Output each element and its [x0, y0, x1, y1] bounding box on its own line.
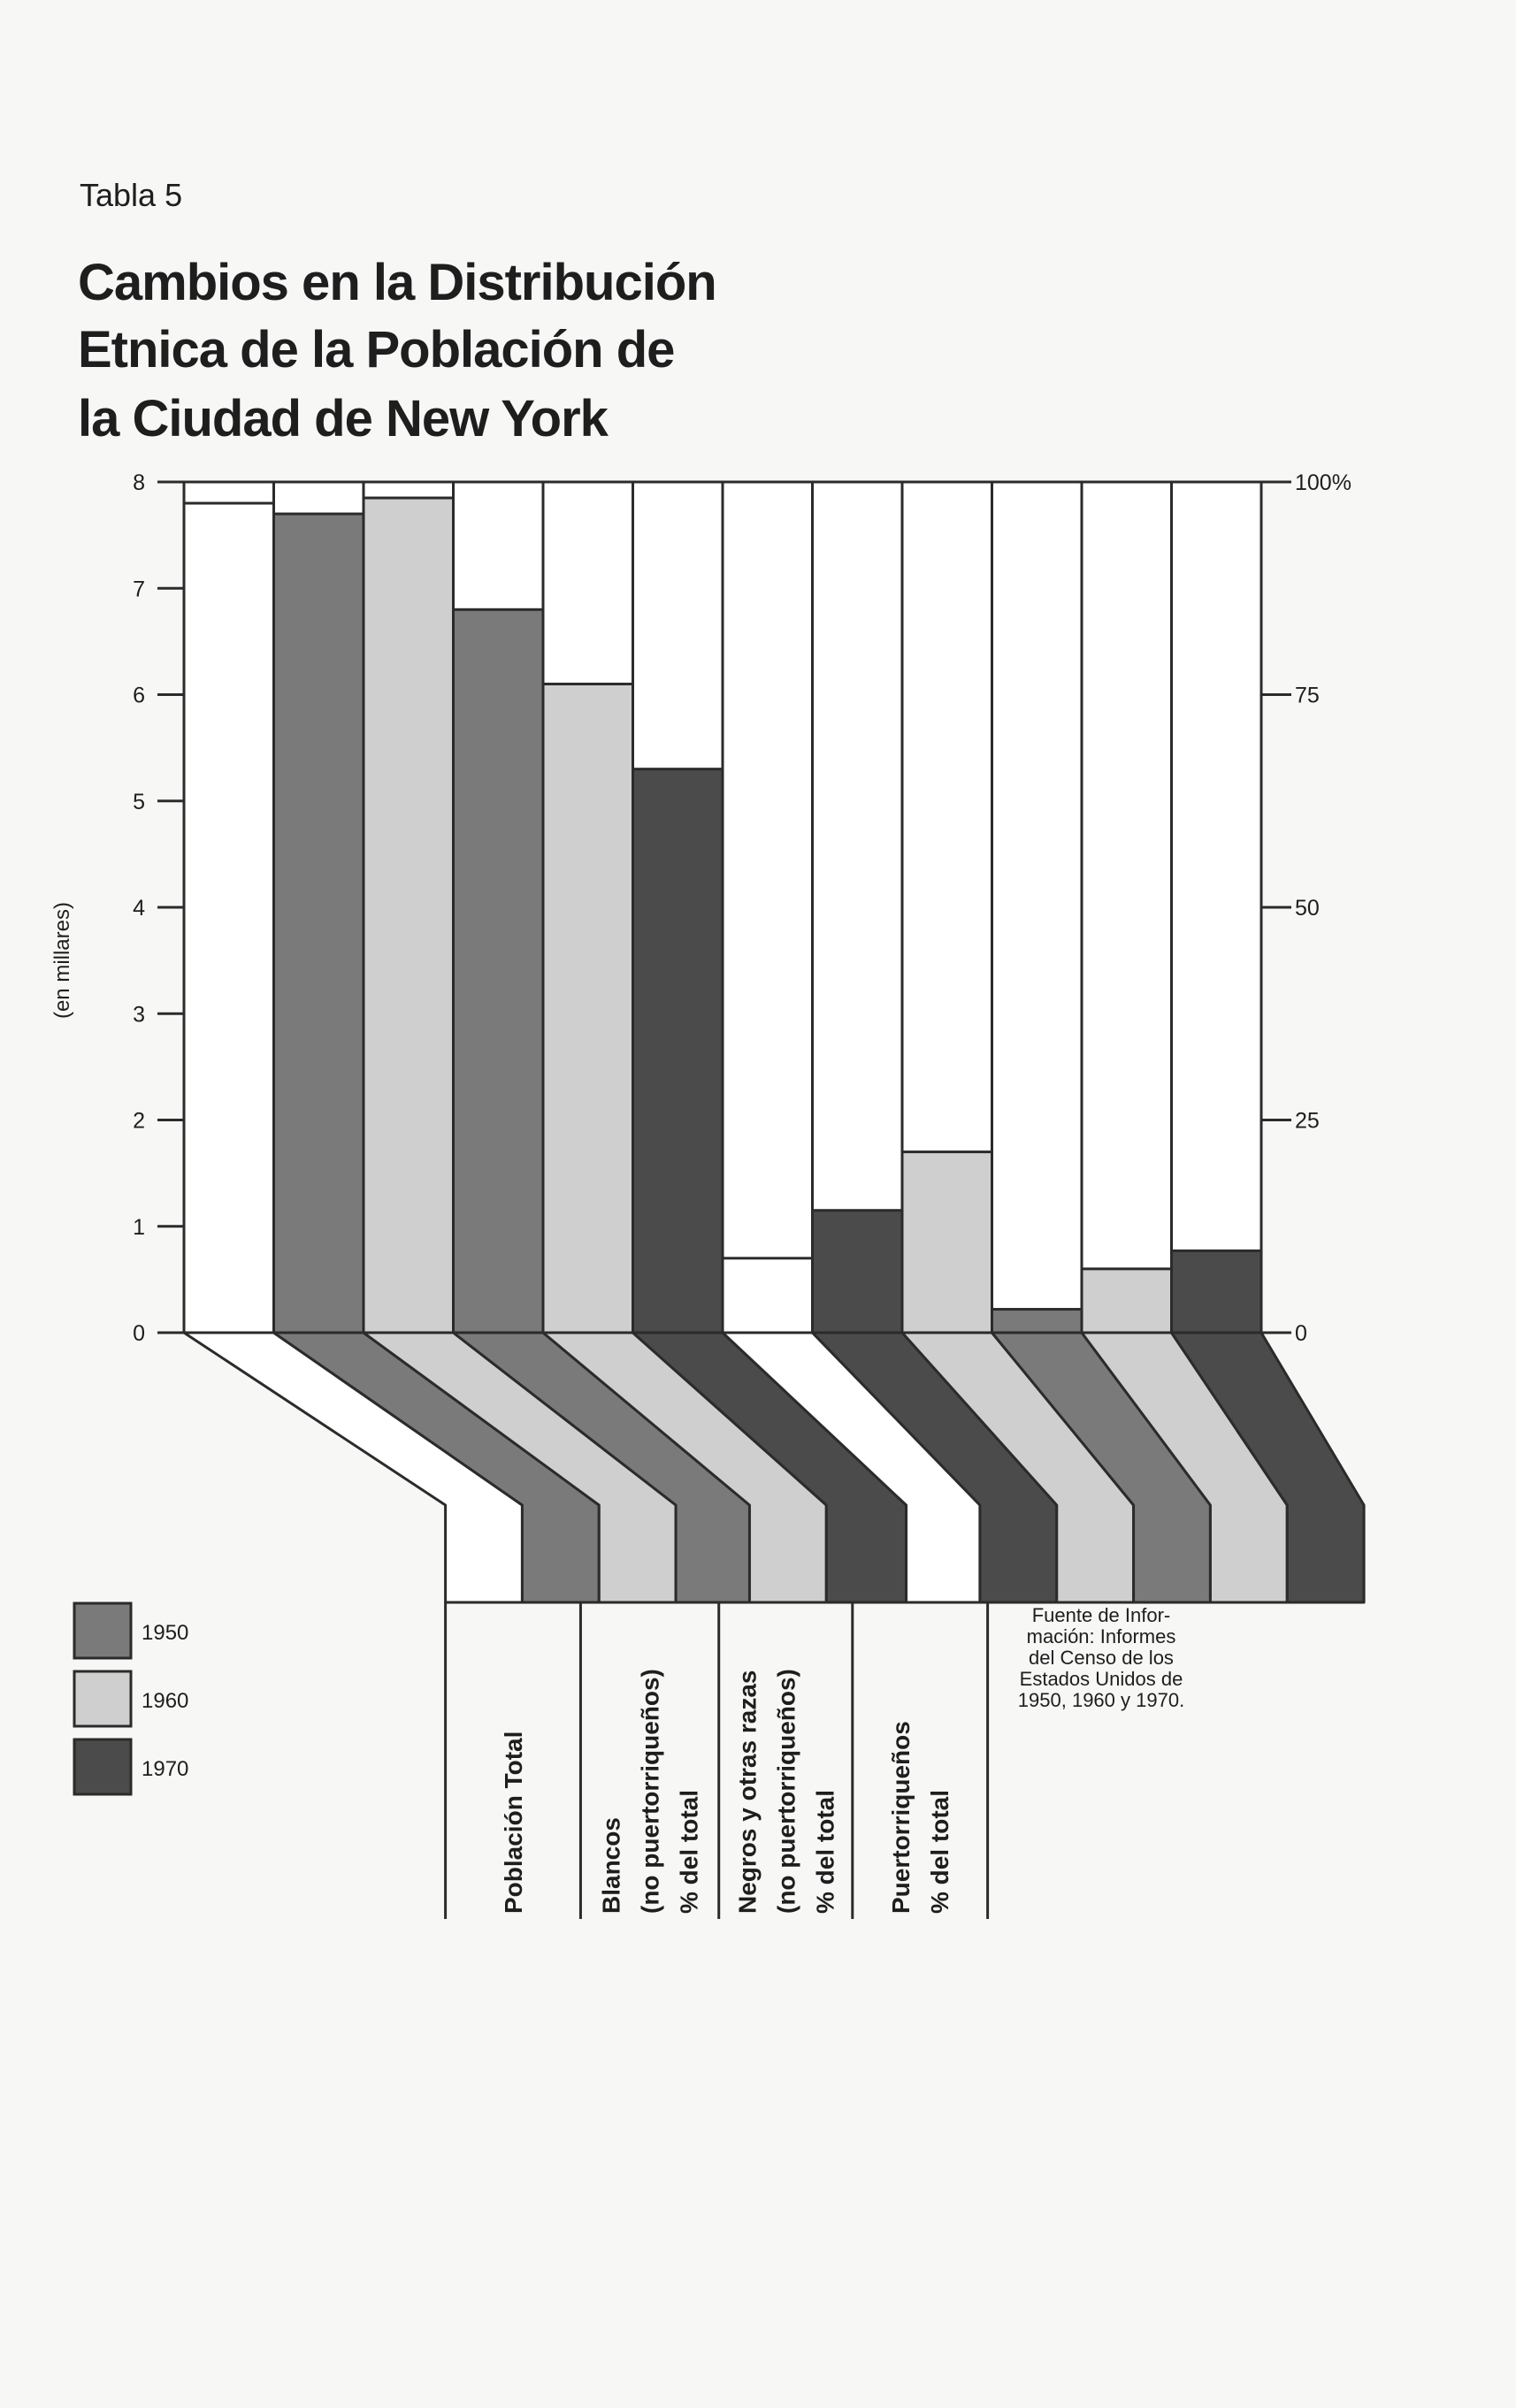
category-label: % del total — [811, 1789, 839, 1914]
legend-swatch-1960 — [74, 1671, 131, 1726]
category-label: (no puertorriqueños) — [772, 1669, 800, 1914]
bar-1 — [184, 503, 274, 1333]
bar-background — [723, 482, 813, 1333]
bar-4 — [454, 609, 544, 1333]
category-label: (no puertorriqueños) — [636, 1669, 664, 1914]
chart-title-line-1: Cambios en la Distribución — [78, 254, 716, 311]
source-line: del Censo de los — [1029, 1647, 1174, 1669]
bar-10 — [992, 1310, 1083, 1333]
bar-5 — [543, 684, 633, 1333]
legend-label: 1960 — [142, 1689, 189, 1713]
bar-background — [813, 482, 903, 1333]
y-axis-label: (en millares) — [50, 902, 74, 1020]
bar-2 — [274, 514, 364, 1333]
category-label: Población Total — [500, 1731, 528, 1914]
y2-tick-label: 75 — [1295, 683, 1320, 708]
y2-tick-label: 100% — [1295, 470, 1351, 495]
bar-6 — [633, 769, 724, 1333]
table-number: Tabla 5 — [80, 177, 183, 213]
category-label: % del total — [675, 1789, 703, 1914]
y-tick-label: 5 — [133, 789, 145, 814]
y-tick-label: 7 — [133, 577, 145, 602]
category-label: % del total — [926, 1789, 954, 1914]
bar-9 — [902, 1152, 992, 1333]
bar-11 — [1082, 1269, 1172, 1333]
source-line: Estados Unidos de — [1019, 1668, 1183, 1690]
legend-swatch-1950 — [74, 1603, 131, 1658]
bar-7 — [723, 1258, 813, 1333]
y-tick-label: 3 — [133, 1002, 145, 1028]
bar-background — [1172, 482, 1262, 1333]
y2-tick-label: 25 — [1295, 1108, 1320, 1134]
y-tick-label: 1 — [133, 1214, 145, 1240]
category-label: Blancos — [597, 1817, 625, 1914]
category-label: Puertorriqueños — [887, 1721, 915, 1914]
y2-tick-label: 50 — [1295, 896, 1320, 921]
y-tick-label: 2 — [133, 1108, 145, 1134]
y-tick-label: 0 — [133, 1321, 145, 1346]
bar-background — [1082, 482, 1172, 1333]
bar-background — [992, 482, 1083, 1333]
y-tick-label: 6 — [133, 683, 145, 708]
y2-tick-label: 0 — [1295, 1321, 1307, 1346]
bar-3 — [364, 498, 454, 1333]
legend-label: 1950 — [142, 1621, 189, 1645]
category-label: Negros y otras razas — [733, 1670, 762, 1914]
y-tick-label: 4 — [133, 896, 145, 921]
y-tick-label: 8 — [133, 470, 145, 495]
bar-8 — [813, 1211, 903, 1333]
legend-label: 1970 — [142, 1757, 189, 1781]
source-line: 1950, 1960 y 1970. — [1017, 1689, 1185, 1711]
source-line: mación: Informes — [1026, 1625, 1176, 1647]
chart-title-line-2: Etnica de la Población de — [78, 321, 675, 378]
source-line: Fuente de Infor- — [1031, 1604, 1171, 1626]
source-note — [986, 1605, 1216, 1711]
chart-title-line-3: la Ciudad de New York — [78, 390, 608, 447]
bar-12 — [1172, 1250, 1262, 1333]
legend-swatch-1970 — [74, 1739, 131, 1794]
